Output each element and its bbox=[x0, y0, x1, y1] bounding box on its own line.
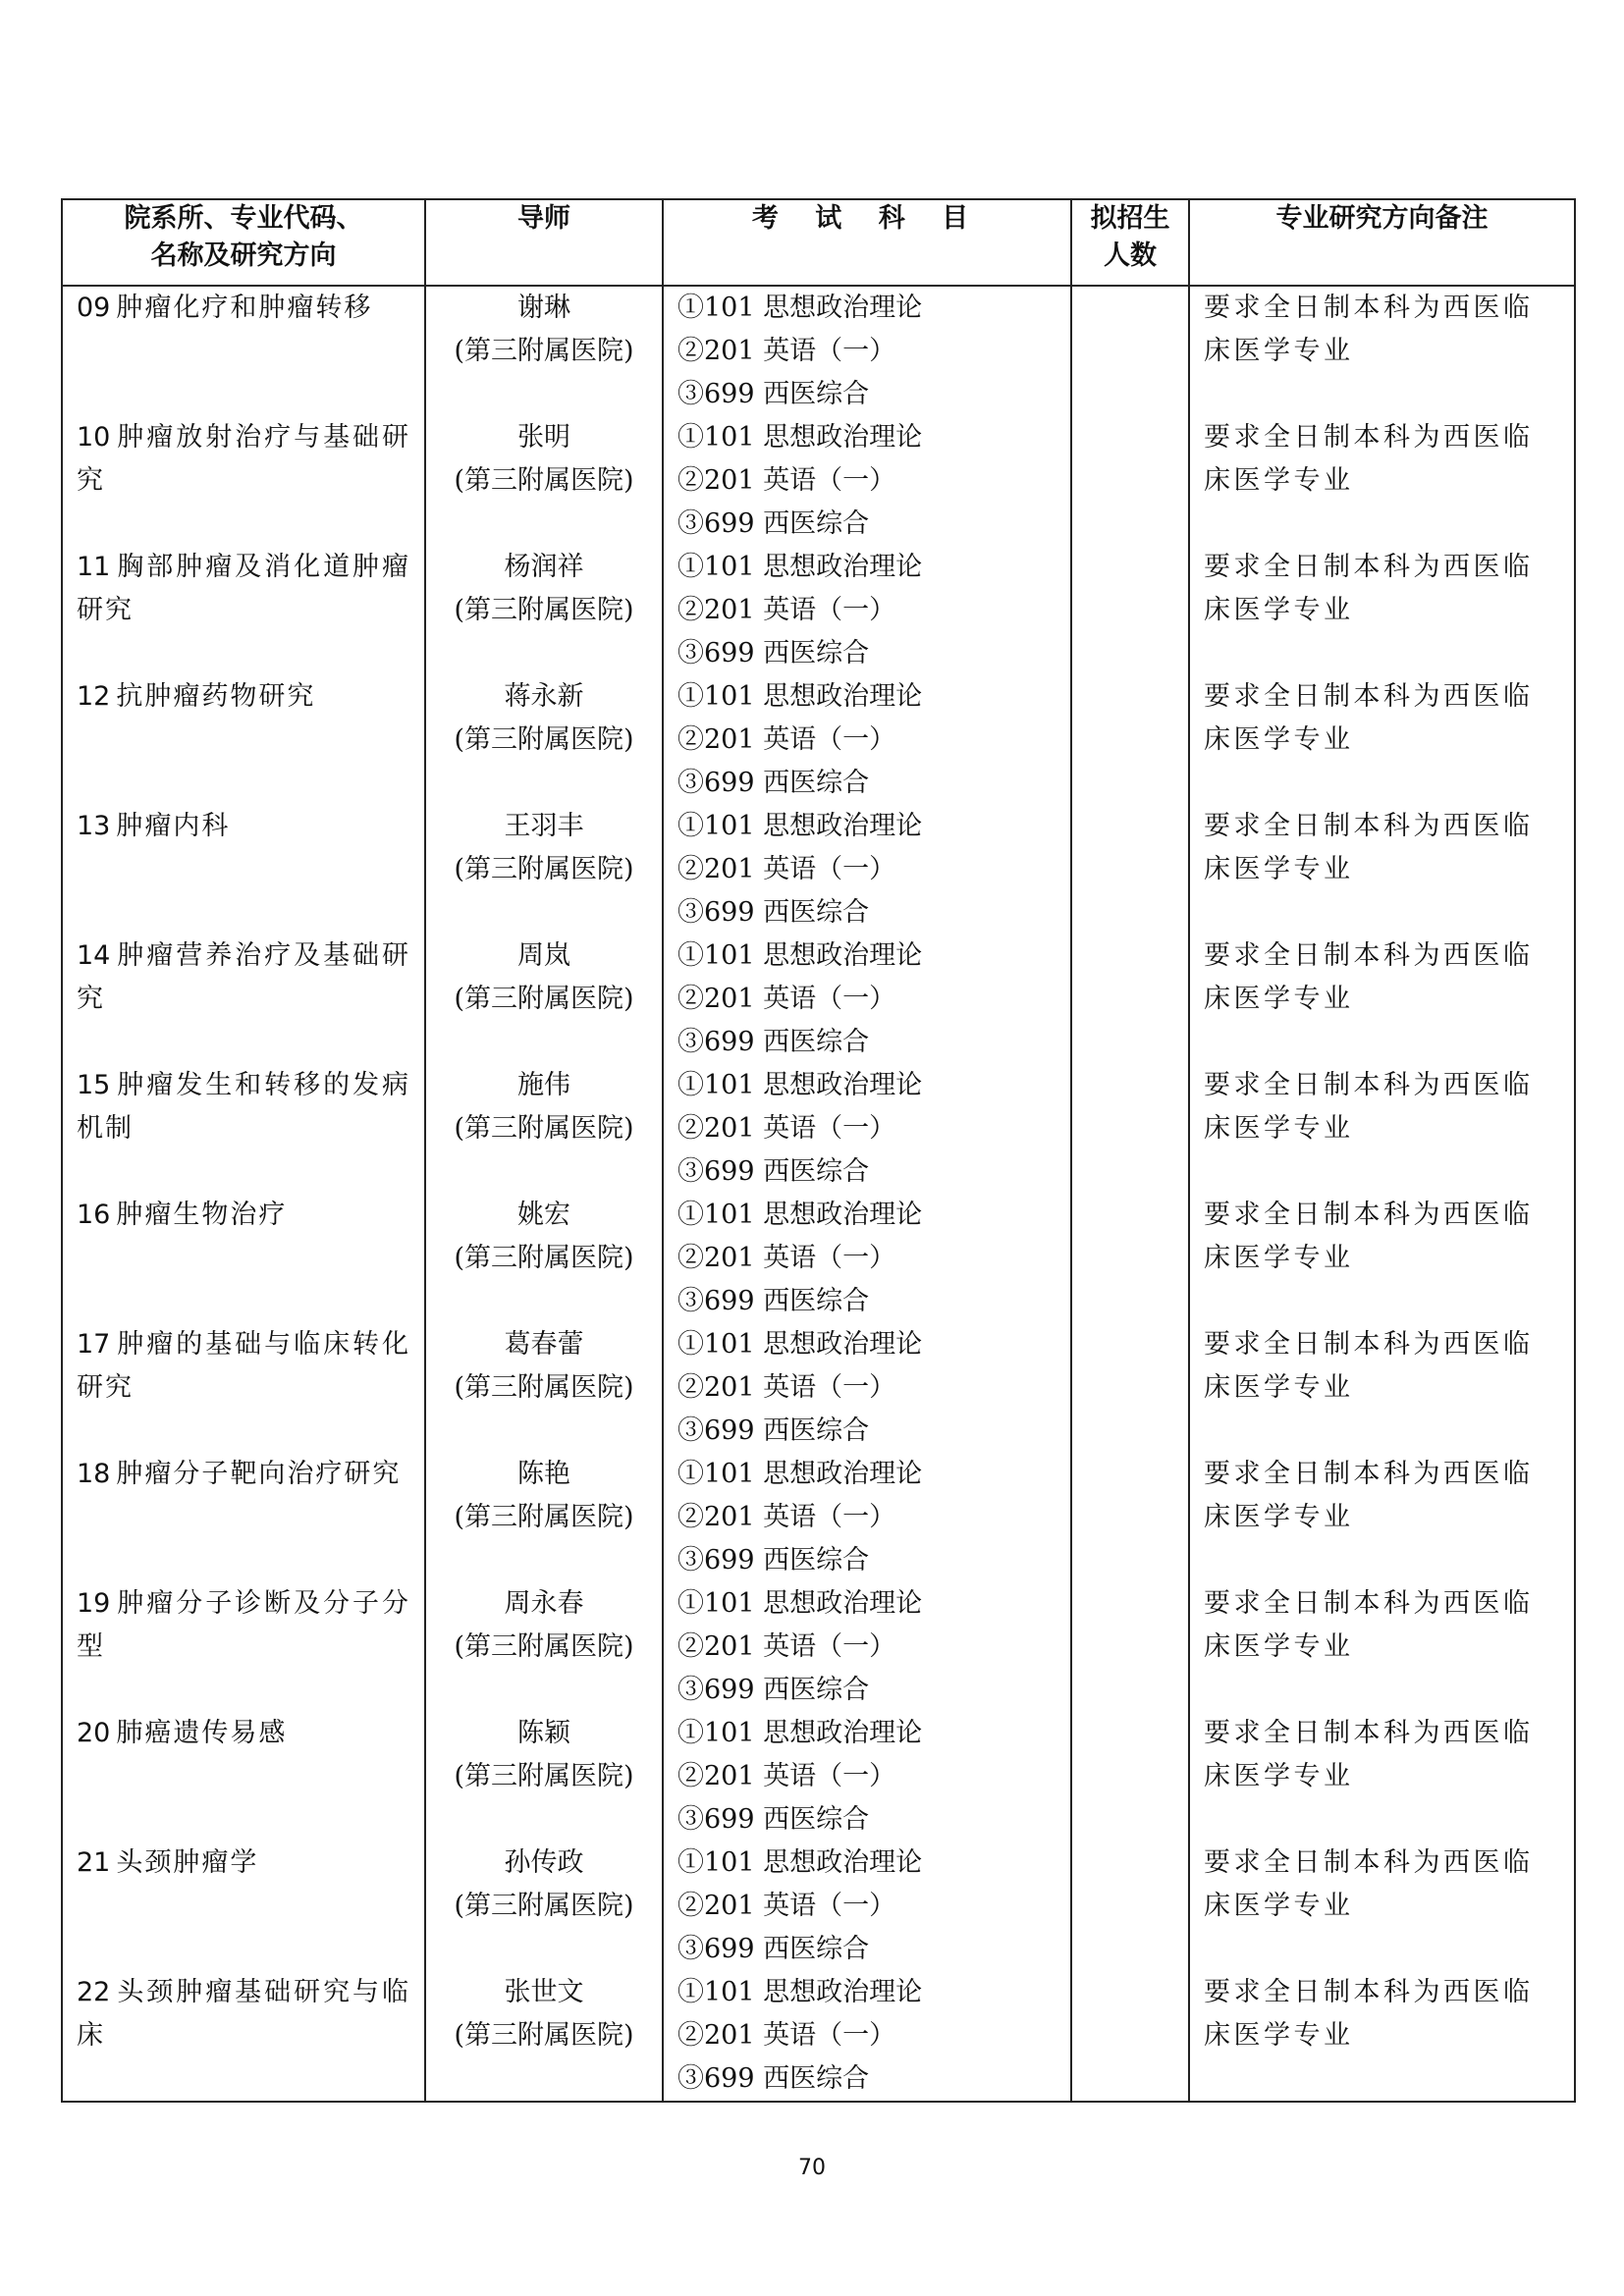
exam-subject-3: ③699 西医综合 bbox=[677, 508, 870, 539]
exam-subject-3: ③699 西医综合 bbox=[677, 379, 870, 409]
exam-cell bbox=[663, 1453, 1071, 1582]
direction-name: 肿瘤分子靶向治疗研究 bbox=[116, 1459, 402, 1489]
note-text: 要求全日制本科为西医临床医学专业 bbox=[1204, 1718, 1534, 1791]
table-row bbox=[62, 1971, 1575, 2102]
direction-cell bbox=[62, 286, 425, 416]
direction-code: 15 bbox=[77, 1070, 111, 1100]
exam-subject-3: ③699 西医综合 bbox=[677, 897, 870, 928]
note-text: 要求全日制本科为西医临床医学专业 bbox=[1204, 811, 1534, 884]
note-cell bbox=[1189, 934, 1575, 1064]
quota-cell bbox=[1071, 1323, 1189, 1453]
quota-cell bbox=[1071, 416, 1189, 546]
exam-cell bbox=[663, 416, 1071, 546]
note-cell bbox=[1189, 1971, 1575, 2102]
exam-subject-2: ②201 英语（一） bbox=[677, 336, 896, 366]
exam-subject-1: ①101 思想政治理论 bbox=[677, 1459, 923, 1489]
note-text: 要求全日制本科为西医临床医学专业 bbox=[1204, 293, 1534, 366]
direction-cell bbox=[62, 1194, 425, 1323]
exam-subject-3: ③699 西医综合 bbox=[677, 1156, 870, 1187]
exam-subject-1: ①101 思想政治理论 bbox=[677, 1718, 923, 1748]
note-text: 要求全日制本科为西医临床医学专业 bbox=[1204, 1459, 1534, 1532]
table-row bbox=[62, 1323, 1575, 1453]
exam-cell bbox=[663, 1842, 1071, 1971]
advisor-affiliation: (第三附属医院) bbox=[454, 854, 634, 884]
note-cell bbox=[1189, 416, 1575, 546]
direction-cell bbox=[62, 1323, 425, 1453]
exam-subject-3: ③699 西医综合 bbox=[677, 1675, 870, 1705]
direction-cell bbox=[62, 805, 425, 934]
advisor-affiliation: (第三附属医院) bbox=[454, 724, 634, 755]
advisor-name: 杨润祥 bbox=[504, 552, 584, 582]
note-text: 要求全日制本科为西医临床医学专业 bbox=[1204, 1329, 1534, 1403]
note-cell bbox=[1189, 546, 1575, 675]
note-cell bbox=[1189, 1453, 1575, 1582]
exam-cell bbox=[663, 805, 1071, 934]
direction-cell bbox=[62, 1842, 425, 1971]
exam-subject-2: ②201 英语（一） bbox=[677, 465, 896, 496]
direction-code: 20 bbox=[77, 1718, 111, 1748]
table-row bbox=[62, 286, 1575, 416]
direction-code: 13 bbox=[77, 811, 111, 841]
direction-code: 16 bbox=[77, 1200, 111, 1230]
advisor-cell bbox=[425, 286, 663, 416]
exam-subject-3: ③699 西医综合 bbox=[677, 1027, 870, 1057]
advisor-cell bbox=[425, 805, 663, 934]
direction-cell bbox=[62, 1971, 425, 2102]
table-row bbox=[62, 1194, 1575, 1323]
exam-subject-1: ①101 思想政治理论 bbox=[677, 1588, 923, 1619]
quota-cell bbox=[1071, 1582, 1189, 1712]
exam-subject-3: ③699 西医综合 bbox=[677, 638, 870, 668]
exam-subject-1: ①101 思想政治理论 bbox=[677, 940, 923, 971]
exam-subject-3: ③699 西医综合 bbox=[677, 768, 870, 798]
exam-subject-1: ①101 思想政治理论 bbox=[677, 681, 923, 712]
advisor-cell bbox=[425, 1971, 663, 2102]
direction-cell bbox=[62, 1064, 425, 1194]
advisor-affiliation: (第三附属医院) bbox=[454, 1243, 634, 1273]
advisor-name: 蒋永新 bbox=[504, 681, 584, 712]
table-row bbox=[62, 1842, 1575, 1971]
direction-name: 肿瘤内科 bbox=[116, 811, 231, 841]
advisor-cell bbox=[425, 1194, 663, 1323]
direction-code: 22 bbox=[77, 1977, 111, 2007]
advisor-name: 张世文 bbox=[504, 1977, 584, 2007]
advisor-name: 葛春蕾 bbox=[504, 1329, 584, 1360]
direction-name: 抗肿瘤药物研究 bbox=[116, 681, 316, 712]
table-row bbox=[62, 416, 1575, 546]
note-text: 要求全日制本科为西医临床医学专业 bbox=[1204, 1977, 1534, 2051]
quota-cell bbox=[1071, 934, 1189, 1064]
direction-name: 肺癌遗传易感 bbox=[116, 1718, 288, 1748]
advisor-name: 姚宏 bbox=[517, 1200, 570, 1230]
direction-code: 18 bbox=[77, 1459, 111, 1489]
quota-cell bbox=[1071, 546, 1189, 675]
direction-code: 10 bbox=[77, 422, 111, 453]
advisor-affiliation: (第三附属医院) bbox=[454, 336, 634, 366]
table-row bbox=[62, 1582, 1575, 1712]
advisor-cell bbox=[425, 1842, 663, 1971]
exam-cell bbox=[663, 1971, 1071, 2102]
exam-cell bbox=[663, 1582, 1071, 1712]
exam-subject-2: ②201 英语（一） bbox=[677, 724, 896, 755]
advisor-affiliation: (第三附属医院) bbox=[454, 1372, 634, 1403]
quota-cell bbox=[1071, 1064, 1189, 1194]
exam-subject-1: ①101 思想政治理论 bbox=[677, 811, 923, 841]
direction-name: 肿瘤营养治疗及基础研究 bbox=[77, 940, 410, 1014]
direction-code: 19 bbox=[77, 1588, 111, 1619]
exam-subject-3: ③699 西医综合 bbox=[677, 1804, 870, 1835]
note-text: 要求全日制本科为西医临床医学专业 bbox=[1204, 1070, 1534, 1144]
table-row bbox=[62, 1453, 1575, 1582]
exam-subject-2: ②201 英语（一） bbox=[677, 854, 896, 884]
exam-subject-1: ①101 思想政治理论 bbox=[677, 1070, 923, 1100]
direction-code: 14 bbox=[77, 940, 111, 971]
advisor-name: 周永春 bbox=[504, 1588, 584, 1619]
exam-subject-1: ①101 思想政治理论 bbox=[677, 1847, 923, 1878]
advisor-name: 陈艳 bbox=[517, 1459, 570, 1489]
note-cell bbox=[1189, 1712, 1575, 1842]
direction-name: 肿瘤放射治疗与基础研究 bbox=[77, 422, 410, 496]
note-cell bbox=[1189, 1582, 1575, 1712]
exam-subject-2: ②201 英语（一） bbox=[677, 1113, 896, 1144]
note-cell bbox=[1189, 286, 1575, 416]
note-text: 要求全日制本科为西医临床医学专业 bbox=[1204, 1200, 1534, 1273]
exam-cell bbox=[663, 1712, 1071, 1842]
advisor-name: 施伟 bbox=[517, 1070, 570, 1100]
table-row bbox=[62, 1712, 1575, 1842]
exam-cell bbox=[663, 546, 1071, 675]
advisor-affiliation: (第三附属医院) bbox=[454, 984, 634, 1014]
note-text: 要求全日制本科为西医临床医学专业 bbox=[1204, 681, 1534, 755]
advisor-cell bbox=[425, 1582, 663, 1712]
direction-cell bbox=[62, 675, 425, 805]
note-text: 要求全日制本科为西医临床医学专业 bbox=[1204, 422, 1534, 496]
advisor-name: 张明 bbox=[517, 422, 570, 453]
advisor-name: 谢琳 bbox=[517, 293, 570, 323]
direction-cell bbox=[62, 546, 425, 675]
direction-code: 12 bbox=[77, 681, 111, 712]
table-row bbox=[62, 1064, 1575, 1194]
note-cell bbox=[1189, 1064, 1575, 1194]
direction-name: 肿瘤化疗和肿瘤转移 bbox=[116, 293, 373, 323]
quota-cell bbox=[1071, 286, 1189, 416]
direction-cell bbox=[62, 934, 425, 1064]
exam-subject-3: ③699 西医综合 bbox=[677, 1415, 870, 1446]
header-notes: 专业研究方向备注 bbox=[1189, 199, 1575, 286]
enrollment-table bbox=[61, 198, 1576, 2103]
advisor-affiliation: (第三附属医院) bbox=[454, 1631, 634, 1662]
advisor-affiliation: (第三附属医院) bbox=[454, 1502, 634, 1532]
advisor-affiliation: (第三附属医院) bbox=[454, 595, 634, 625]
exam-subject-2: ②201 英语（一） bbox=[677, 1372, 896, 1403]
advisor-affiliation: (第三附属医院) bbox=[454, 1891, 634, 1921]
direction-code: 17 bbox=[77, 1329, 111, 1360]
exam-subject-3: ③699 西医综合 bbox=[677, 1934, 870, 1964]
exam-cell bbox=[663, 934, 1071, 1064]
header-advisor: 导师 bbox=[425, 199, 663, 286]
exam-cell bbox=[663, 1064, 1071, 1194]
exam-subject-1: ①101 思想政治理论 bbox=[677, 1200, 923, 1230]
page-number: 70 bbox=[798, 2156, 826, 2180]
note-cell bbox=[1189, 1194, 1575, 1323]
advisor-affiliation: (第三附属医院) bbox=[454, 1761, 634, 1791]
table-header-row bbox=[62, 199, 1575, 286]
table-row bbox=[62, 934, 1575, 1064]
direction-cell bbox=[62, 1712, 425, 1842]
quota-cell bbox=[1071, 805, 1189, 934]
direction-name: 头颈肿瘤学 bbox=[116, 1847, 259, 1878]
exam-cell bbox=[663, 1323, 1071, 1453]
header-department: 院系所、专业代码、 名称及研究方向 bbox=[62, 199, 425, 286]
header-quota: 拟招生 人数 bbox=[1071, 199, 1189, 286]
direction-cell bbox=[62, 1453, 425, 1582]
exam-subject-2: ②201 英语（一） bbox=[677, 2020, 896, 2051]
exam-subject-1: ①101 思想政治理论 bbox=[677, 293, 923, 323]
exam-cell bbox=[663, 1194, 1071, 1323]
table-row bbox=[62, 675, 1575, 805]
advisor-name: 周岚 bbox=[517, 940, 570, 971]
direction-name: 肿瘤分子诊断及分子分型 bbox=[77, 1588, 410, 1662]
note-text: 要求全日制本科为西医临床医学专业 bbox=[1204, 1588, 1534, 1662]
exam-subject-2: ②201 英语（一） bbox=[677, 1631, 896, 1662]
direction-code: 21 bbox=[77, 1847, 111, 1878]
direction-name: 肿瘤生物治疗 bbox=[116, 1200, 288, 1230]
table-row bbox=[62, 805, 1575, 934]
exam-cell bbox=[663, 675, 1071, 805]
advisor-name: 陈颖 bbox=[517, 1718, 570, 1748]
exam-subject-3: ③699 西医综合 bbox=[677, 1545, 870, 1575]
note-cell bbox=[1189, 1323, 1575, 1453]
exam-subject-2: ②201 英语（一） bbox=[677, 1243, 896, 1273]
header-exam-subjects: 考 试 科 目 bbox=[663, 199, 1071, 286]
quota-cell bbox=[1071, 675, 1189, 805]
direction-code: 11 bbox=[77, 552, 111, 582]
advisor-affiliation: (第三附属医院) bbox=[454, 465, 634, 496]
direction-name: 胸部肿瘤及消化道肿瘤研究 bbox=[77, 552, 410, 625]
quota-cell bbox=[1071, 1453, 1189, 1582]
advisor-cell bbox=[425, 1453, 663, 1582]
advisor-affiliation: (第三附属医院) bbox=[454, 1113, 634, 1144]
advisor-cell bbox=[425, 1712, 663, 1842]
advisor-cell bbox=[425, 416, 663, 546]
exam-subject-3: ③699 西医综合 bbox=[677, 2063, 870, 2094]
note-text: 要求全日制本科为西医临床医学专业 bbox=[1204, 552, 1534, 625]
quota-cell bbox=[1071, 1712, 1189, 1842]
quota-cell bbox=[1071, 1842, 1189, 1971]
advisor-cell bbox=[425, 934, 663, 1064]
advisor-name: 孙传政 bbox=[504, 1847, 584, 1878]
advisor-name: 王羽丰 bbox=[504, 811, 584, 841]
advisor-cell bbox=[425, 1323, 663, 1453]
direction-name: 肿瘤的基础与临床转化研究 bbox=[77, 1329, 410, 1403]
exam-subject-2: ②201 英语（一） bbox=[677, 1891, 896, 1921]
exam-subject-3: ③699 西医综合 bbox=[677, 1286, 870, 1316]
note-cell bbox=[1189, 1842, 1575, 1971]
exam-subject-2: ②201 英语（一） bbox=[677, 1502, 896, 1532]
exam-subject-1: ①101 思想政治理论 bbox=[677, 422, 923, 453]
advisor-cell bbox=[425, 546, 663, 675]
direction-name: 肿瘤发生和转移的发病机制 bbox=[77, 1070, 410, 1144]
table-body bbox=[62, 286, 1575, 2102]
direction-cell bbox=[62, 1582, 425, 1712]
note-cell bbox=[1189, 675, 1575, 805]
note-cell bbox=[1189, 805, 1575, 934]
note-text: 要求全日制本科为西医临床医学专业 bbox=[1204, 940, 1534, 1014]
exam-subject-1: ①101 思想政治理论 bbox=[677, 1329, 923, 1360]
table-row bbox=[62, 546, 1575, 675]
advisor-affiliation: (第三附属医院) bbox=[454, 2020, 634, 2051]
quota-cell bbox=[1071, 1194, 1189, 1323]
exam-subject-1: ①101 思想政治理论 bbox=[677, 552, 923, 582]
quota-cell bbox=[1071, 1971, 1189, 2102]
exam-subject-2: ②201 英语（一） bbox=[677, 595, 896, 625]
exam-subject-2: ②201 英语（一） bbox=[677, 1761, 896, 1791]
exam-subject-1: ①101 思想政治理论 bbox=[677, 1977, 923, 2007]
note-text: 要求全日制本科为西医临床医学专业 bbox=[1204, 1847, 1534, 1921]
direction-cell bbox=[62, 416, 425, 546]
advisor-cell bbox=[425, 675, 663, 805]
advisor-cell bbox=[425, 1064, 663, 1194]
direction-code: 09 bbox=[77, 293, 111, 323]
exam-cell bbox=[663, 286, 1071, 416]
direction-name: 头颈肿瘤基础研究与临床 bbox=[77, 1977, 410, 2051]
exam-subject-2: ②201 英语（一） bbox=[677, 984, 896, 1014]
